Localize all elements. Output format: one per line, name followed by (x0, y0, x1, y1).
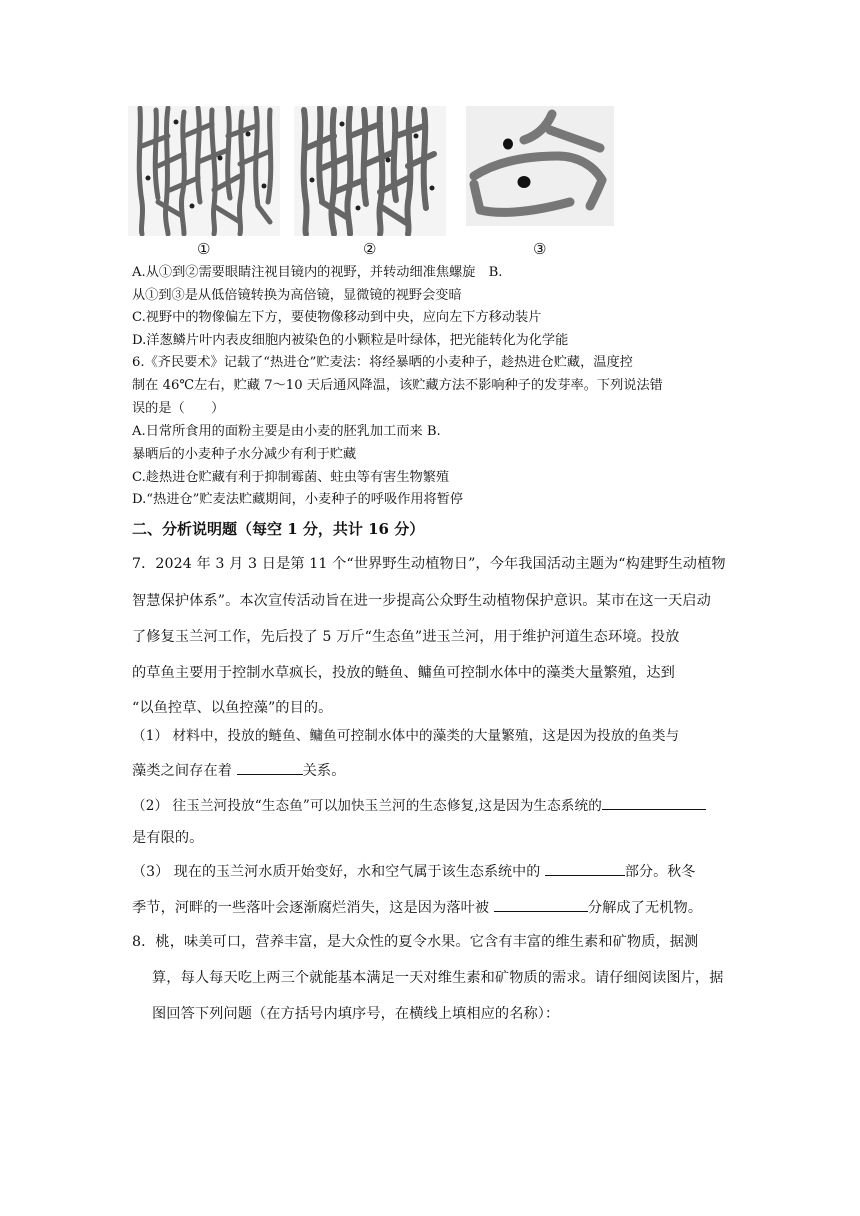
q7-sub1-tail: 关系。 (302, 763, 346, 779)
q7-sub2-text: （2） 往玉兰河投放“生态鱼”可以加快玉兰河的生态修复,这是因为生态系统的 (132, 798, 602, 814)
q7-sub1-line1: （1） 材料中，投放的鲢鱼、鳙鱼可控制水体中的藻类的大量繁殖，这是因为投放的鱼类与 (132, 728, 680, 744)
q7-sub3-tail2: 分解成了无机物。 (587, 900, 703, 916)
figure-label-2: ② (363, 240, 377, 258)
q6-option-b: 暴晒后的小麦种子水分减少有利于贮藏 (132, 447, 357, 462)
q6-option-a: A.日常所食用的面粉主要是由小麦的胚乳加工而来 B. (132, 424, 441, 439)
q6-stem-line3: 误的是（ ） (132, 401, 225, 416)
answer-blank-3[interactable] (545, 861, 625, 876)
q7-sub3-text2: 季节，河畔的一些落叶会逐渐腐烂消失，这是因为落叶被 (132, 900, 494, 916)
figure-label-3: ③ (533, 240, 547, 258)
q7-sub2-line1 (132, 794, 706, 814)
q8-stem-line2: 算，每人每天吃上两三个就能基本满足一天对维生素和矿物质的需求。请仔细阅读图片，据 (152, 970, 724, 986)
q7-sub1-text: 藻类之间存在着 (132, 763, 237, 779)
q7-paragraph-line5: “以鱼控草、以鱼控藻”的目的。 (132, 700, 333, 716)
q7-paragraph-line2: 智慧保护体系”。本次宣传活动旨在进一步提高公众野生动植物保护意识。某市在这一天启动 (132, 593, 711, 609)
q5-option-d: D.洋葱鳞片叶内表皮细胞内被染色的小颗粒是叶绿体，把光能转化为化学能 (132, 333, 569, 348)
q6-stem-line2: 制在 46℃左右，贮藏 7～10 天后通风降温，该贮藏方法不影响种子的发芽率。下列说法错 (132, 378, 663, 393)
figure-label-1: ① (197, 240, 211, 258)
answer-blank-1[interactable] (237, 760, 303, 775)
q5-option-c: C.视野中的物像偏左下方，要使物像移动到中央，应向左下方移动装片 (132, 310, 542, 325)
micrograph-1 (128, 106, 280, 236)
answer-blank-2[interactable] (602, 795, 706, 810)
q7-paragraph-line1: 7．2024 年 3 月 3 日是第 11 个“世界野生动植物日”，今年我国活动主题为“构建野生动植物 (132, 556, 726, 572)
q7-sub2-line2: 是有限的。 (132, 830, 204, 846)
answer-blank-4[interactable] (494, 897, 588, 912)
micrograph-3 (466, 106, 614, 226)
q8-stem-line1: 8．桃，味美可口，营养丰富，是大众性的夏令水果。它含有丰富的维生素和矿物质，据测 (132, 934, 699, 950)
q5-option-a: A.从①到②需要眼睛注视目镜内的视野，并转动细准焦螺旋 B. (132, 265, 503, 280)
q7-sub3-text: （3） 现在的玉兰河水质开始变好，水和空气属于该生态系统中的 (132, 864, 545, 880)
q5-option-b: 从①到③是从低倍镜转换为高倍镜，显微镜的视野会变暗 (132, 288, 462, 303)
q6-option-c: C.趁热进仓贮藏有利于抑制霉菌、蛀虫等有害生物繁殖 (132, 470, 450, 485)
q7-sub3-line2 (132, 897, 702, 917)
q7-sub3-line1 (132, 861, 695, 881)
q7-sub1-line2 (132, 760, 346, 780)
micrograph-2 (294, 106, 446, 236)
section-title: 二、分析说明题（每空 1 分，共计 16 分） (132, 520, 425, 538)
q7-sub3-tail: 部分。秋冬 (624, 864, 696, 880)
q8-stem-line3: 图回答下列问题（在方括号内填序号，在横线上填相应的名称）： (152, 1006, 560, 1022)
q7-paragraph-line4: 的草鱼主要用于控制水草疯长，投放的鲢鱼、鳙鱼可控制水体中的藻类大量繁殖，达到 (132, 665, 675, 681)
q6-stem-line1: 6.《齐民要术》记载了“热进仓”贮麦法：将经暴晒的小麦种子，趁热进仓贮藏，温度控 (132, 355, 633, 370)
q6-option-d: D.“热进仓”贮麦法贮藏期间，小麦种子的呼吸作用将暂停 (132, 492, 464, 507)
q7-paragraph-line3: 了修复玉兰河工作，先后投了 5 万斤“生态鱼”进玉兰河，用于维护河道生态环境。投放 (132, 629, 680, 645)
